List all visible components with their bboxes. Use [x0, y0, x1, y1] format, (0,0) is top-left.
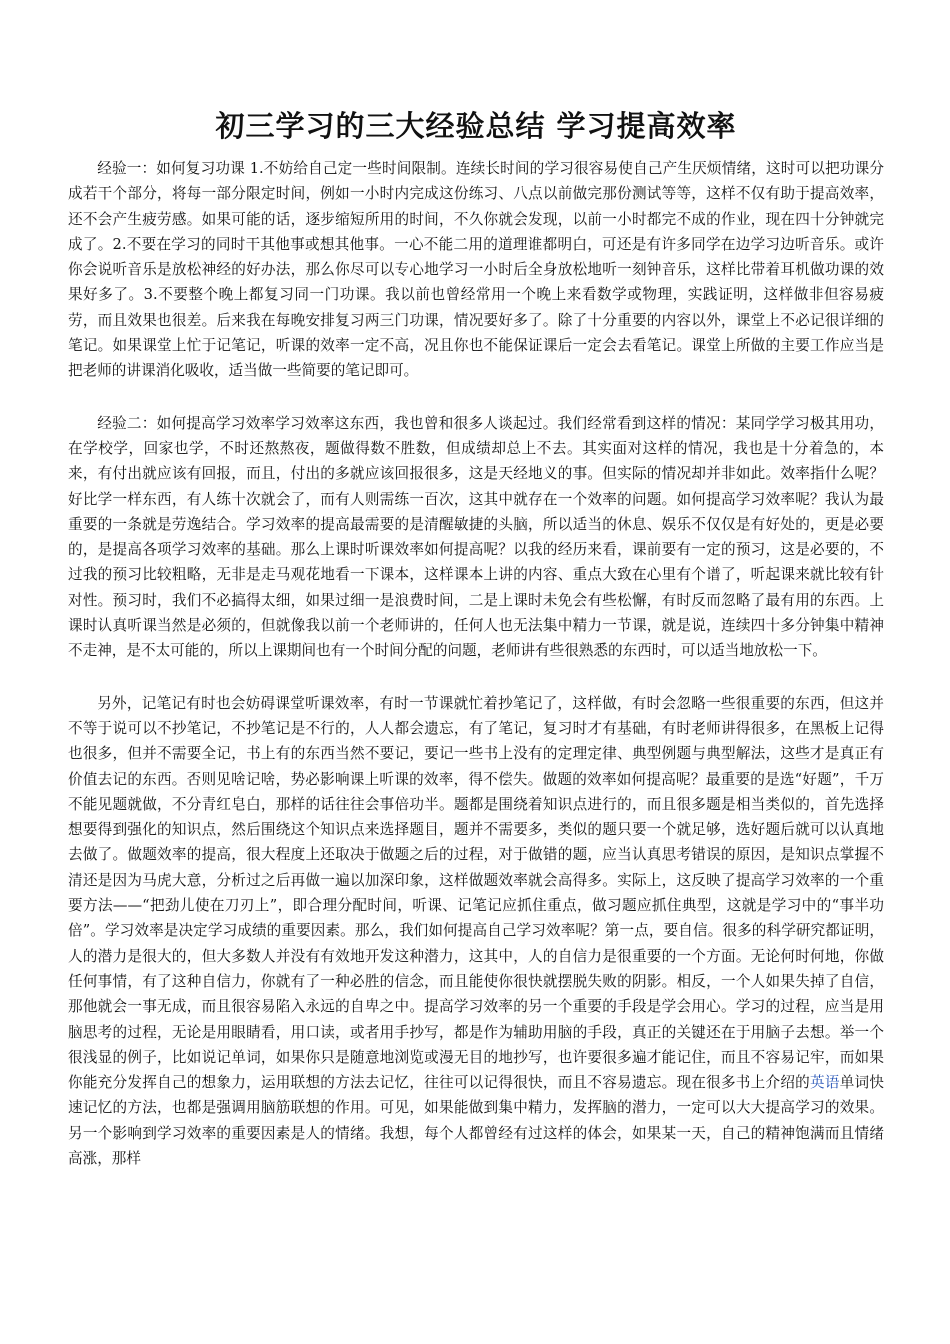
- paragraph-text-after-link: 单词快速记忆的方法，也都是强调用脑筋联想的作用。可见，如果能做到集中精力，发挥脑的潜力，一定可以大大提高学习的效果。另一个影响到学习效率的重要因素是人的情绪。我想，每个人都曾经有过这样的体会，如果某一天，自己的精神饱满而且情绪高涨，那样: [68, 1074, 884, 1167]
- paragraph-text-before-link: 另外，记笔记有时也会妨碍课堂听课效率，有时一节课就忙着抄笔记了，这样做，有时会忽略一些很重要的东西，但这并不等于说可以不抄笔记，不抄笔记是不行的，人人都会遗忘，有了笔记，复习时才有基础，有时老师讲得很多，在黑板上记得也很多，但并不需要全记，书上有的东西当然不要记，要记一些书上没有的定理定律、典型例题与典型解法，这些才是真正有价值去记的东西。否则见啥记啥，势必影响课上听课的效率，得不偿失。做题的效率如何提高呢？最重要的是选“好题”，千万不能见题就做，不分青红皂白，那样的话往往会事倍功半。题都是围绕着知识点进行的，而且很多题是相当类似的，首先选择想要得到强化的知识点，然后围绕这个知识点来选择题目，题并不需要多，类似的题只要一个就足够，选好题后就可以认真地去做了。做题效率的提高，很大程度上还取决于做题之后的过程，对于做错的题，应当认真思考错误的原因，是知识点掌握不清还是因为马虎大意，分析过之后再做一遍以加深印象，这样做题效率就会高得多。实际上，这反映了提高学习效率的一个重要方法——“把劲儿使在刀刃上”，即合理分配时间，听课、记笔记应抓住重点，做习题应抓住典型，这就是学习中的“事半功倍”。学习效率是决定学习成绩的重要因素。那么，我们如何提高自己学习效率呢？第一点，要自信。很多的科学研究都证明，人的潜力是很大的，但大多数人并没有有效地开发这种潜力，这其中，人的自信力是很重要的一个方面。无论何时何地，你做任何事情，有了这种自信力，你就有了一种必胜的信念，而且能使你很快就摆脱失败的阴影。相反，一个人如果失掉了自信，那他就会一事无成，而且很容易陷入永远的自卑之中。提高学习效率的另一个重要的手段是学会用心。学习的过程，应当是用脑思考的过程，无论是用眼睛看，用口读，或者用手抄写，都是作为辅助用脑的手段，真正的关键还在于用脑子去想。举一个很浅显的例子，比如说记单词，如果你只是随意地浏览或漫无目的地抄写，也许要很多遍才能记住，而且不容易记牢，而如果你能充分发挥自己的想象力，运用联想的方法去记忆，往往可以记得很快，而且不容易遗忘。现在很多书上介绍的: [68, 694, 884, 1092]
- paragraph-notes-and-efficiency: [68, 691, 884, 1172]
- paragraph-experience-two: 经验二：如何提高学习效率学习效率这东西，我也曾和很多人谈起过。我们经常看到这样的情况：某同学学习极其用功，在学校学，回家也学，不时还熬熬夜，题做得数不胜数，但成绩却总上不去。其实面对这样的情况，我也是十分着急的，本来，有付出就应该有回报，而且，付出的多就应该回报很多，这是天经地义的事。但实际的情况却并非如此。效率指什么呢？好比学一样东西，有人练十次就会了，而有人则需练一百次，这其中就存在一个效率的问题。如何提高学习效率呢？我认为最重要的一条就是劳逸结合。学习效率的提高最需要的是清醒敏捷的头脑，所以适当的休息、娱乐不仅仅是有好处的，更是必要的，是提高各项学习效率的基础。那么上课时听课效率如何提高呢？以我的经历来看，课前要有一定的预习，这是必要的，不过我的预习比较粗略，无非是走马观花地看一下课本，这样课本上讲的内容、重点大致在心里有个谱了，听起课来就比较有针对性。预习时，我们不必搞得太细，如果过细一是浪费时间，二是上课时未免会有些松懈，有时反而忽略了最有用的东西。上课时认真听课当然是必须的，但就像我以前一个老师讲的，任何人也无法集中精力一节课，就是说，连续四十多分钟集中精神不走神，是不太可能的，所以上课期间也有一个时间分配的问题，老师讲有些很熟悉的东西时，可以适当地放松一下。: [68, 414, 884, 660]
- document-title: 初三学习的三大经验总结 学习提高效率: [215, 109, 737, 143]
- paragraph-experience-one: 经验一：如何复习功课 1.不妨给自己定一些时间限制。连续长时间的学习很容易使自己产生厌烦情绪，这时可以把功课分成若干个部分，将每一部分限定时间，例如一小时内完成这份练习、八点以前做完那份测试等等，这样不仅有助于提高效率，还不会产生疲劳感。如果可能的话，逐步缩短所用的时间，不久你就会发现，以前一小时都完不成的作业，现在四十分钟就完成了。2.不要在学习的同时干其他事或想其他事。一心不能二用的道理谁都明白，可还是有许多同学在边学习边听音乐。或许你会说听音乐是放松神经的好办法，那么你尽可以专心地学习一小时后全身放松地听一刻钟音乐，这样比带着耳机做功课的效果好多了。3.不要整个晚上都复习同一门功课。我以前也曾经常用一个晚上来看数学或物理，实践证明，这样做非但容易疲劳，而且效果也很差。后来我在每晚安排复习两三门功课，情况要好多了。除了十分重要的内容以外，课堂上不必记很详细的笔记。如果课堂上忙于记笔记，听课的效率一定不高，况且你也不能保证课后一定会去看笔记。课堂上所做的主要工作应当是把老师的讲课消化吸收，适当做一些简要的笔记即可。: [68, 160, 884, 380]
- english-link[interactable]: 英语: [810, 1074, 840, 1092]
- document-page: [68, 104, 884, 1171]
